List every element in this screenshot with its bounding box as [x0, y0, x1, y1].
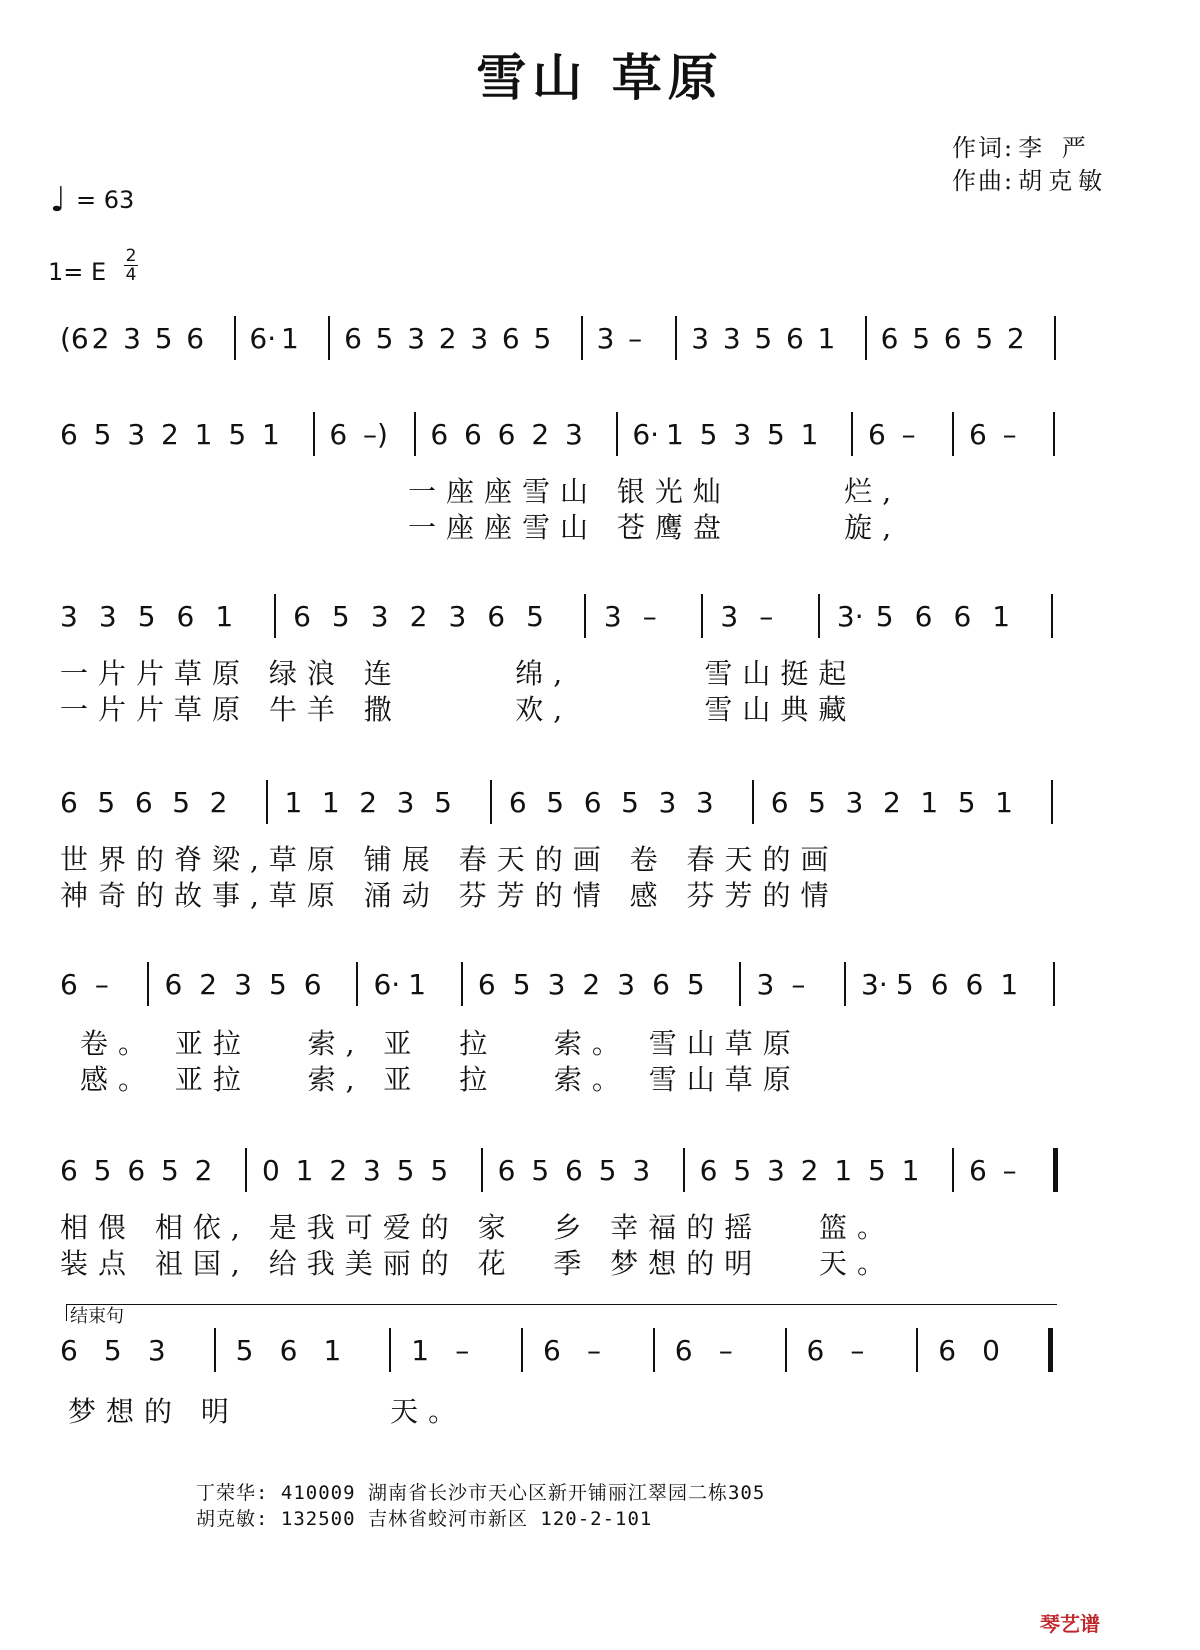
note: 3	[845, 786, 864, 819]
note: 3	[603, 600, 622, 633]
barline	[389, 1328, 391, 1372]
composer-name: 胡克敏	[1018, 167, 1109, 195]
note: 1	[411, 1334, 430, 1367]
lyricist-label: 作词:	[952, 134, 1015, 162]
barline	[1051, 780, 1053, 824]
note: 1	[1000, 968, 1019, 1001]
lyric-line-6a: 相偎 相依, 是我可爱的 家 乡 幸福的摇 篮。	[60, 1211, 896, 1244]
note: 1	[321, 786, 340, 819]
barline	[1053, 412, 1055, 456]
barline	[245, 1148, 247, 1192]
note: 5	[154, 322, 173, 355]
note: 5	[161, 1154, 179, 1187]
note: –	[586, 1334, 601, 1367]
note: 6	[477, 968, 496, 1001]
note: –	[901, 418, 916, 451]
barline	[214, 1328, 216, 1372]
note: –	[642, 600, 657, 633]
note: 3	[98, 600, 117, 633]
barline	[328, 316, 330, 360]
note: –	[850, 1334, 865, 1367]
note: 5	[546, 786, 565, 819]
note: 3	[756, 968, 775, 1001]
note: 3	[123, 322, 141, 355]
note: 0	[982, 1334, 1000, 1367]
music-row-3	[60, 600, 1140, 640]
note: 1	[262, 418, 280, 451]
note: 6	[943, 322, 962, 355]
note: 6	[60, 786, 78, 819]
note: –	[718, 1334, 733, 1367]
note: –	[455, 1334, 470, 1367]
note: 6	[965, 968, 984, 1001]
note: 3	[396, 786, 415, 819]
note: 6	[508, 786, 527, 819]
note: 5	[172, 786, 191, 819]
time-signature	[124, 248, 138, 283]
note: –)	[363, 418, 388, 451]
note: 6	[583, 786, 602, 819]
note: 6	[430, 418, 449, 451]
note: –	[1002, 418, 1017, 451]
barline	[581, 316, 583, 360]
note: 5	[598, 1154, 617, 1187]
note: 5	[957, 786, 976, 819]
note: 5	[621, 786, 639, 819]
note: 6	[868, 418, 886, 451]
note: –	[791, 968, 806, 1001]
note: 6	[293, 600, 311, 633]
lyric-line-4b: 神奇的故事,草原 涌动 芬芳的情 感 芬芳的情	[60, 879, 839, 912]
barline	[1051, 594, 1053, 638]
note: 6	[487, 600, 506, 633]
ending-label: 结束句	[70, 1306, 124, 1327]
note: 3	[596, 322, 615, 355]
note: 6	[674, 1334, 693, 1367]
note: 3	[565, 418, 583, 451]
note: 6	[565, 1154, 583, 1187]
note: 5	[430, 1154, 449, 1187]
note: –	[759, 600, 774, 633]
note: 5	[512, 968, 531, 1001]
note: 3·	[836, 600, 864, 633]
lyric-line-4a: 世界的脊梁,草原 铺展 春天的画 卷 春天的画	[60, 843, 839, 876]
barline	[865, 316, 867, 360]
barline	[739, 962, 741, 1006]
note: 5	[699, 418, 718, 451]
barline	[844, 962, 846, 1006]
note: –	[1002, 1154, 1017, 1187]
note: 5	[434, 786, 452, 819]
note: 6	[914, 600, 933, 633]
barline	[952, 1148, 954, 1192]
barline	[266, 780, 268, 824]
barline	[653, 1328, 655, 1372]
lyric-line-5a: 卷。 亚拉 索, 亚 拉 索。 雪山草原	[80, 1027, 801, 1060]
note: 6·	[373, 968, 401, 1001]
note: 3	[617, 968, 636, 1001]
note: 3	[448, 600, 467, 633]
note: 6	[164, 968, 183, 1001]
note: 5	[868, 1154, 886, 1187]
note: 5	[235, 1334, 254, 1367]
barline	[1054, 316, 1056, 360]
barline	[952, 412, 954, 456]
note: 5	[754, 322, 773, 355]
time-sig-top: 2	[125, 246, 137, 266]
note: 6	[543, 1334, 561, 1367]
note: –	[94, 968, 109, 1001]
music-row-6	[60, 1154, 1140, 1194]
note: 3	[547, 968, 566, 1001]
barline	[818, 594, 820, 638]
note: 5	[93, 1154, 112, 1187]
barline	[313, 412, 315, 456]
note: 2	[161, 418, 179, 451]
note: 6	[186, 322, 205, 355]
barline	[752, 780, 754, 824]
note: 5	[767, 418, 785, 451]
note: 2	[531, 418, 550, 451]
footer-line-1: 丁荣华: 410009 湖南省长沙市天心区新开铺丽江翠园二栋305	[196, 1482, 766, 1504]
note: 2	[582, 968, 601, 1001]
note: 2	[329, 1154, 348, 1187]
note: 5	[975, 322, 994, 355]
note: 1	[834, 1154, 853, 1187]
barline	[234, 316, 236, 360]
music-row-7	[60, 1334, 1140, 1374]
note: 3	[363, 1154, 381, 1187]
note: 5	[895, 968, 914, 1001]
note: 1	[666, 418, 684, 451]
lyric-line-7: 梦想的 明 天。	[68, 1395, 467, 1428]
music-row-2	[60, 418, 1140, 458]
note: 6	[930, 968, 949, 1001]
note: 6	[329, 418, 348, 451]
site-logo: 琴艺谱	[1040, 1612, 1100, 1636]
barline	[1053, 1148, 1058, 1192]
note: 1	[280, 322, 299, 355]
note: 3	[722, 322, 741, 355]
note: (6	[60, 322, 89, 355]
note: 2	[438, 322, 457, 355]
note: 5	[808, 786, 826, 819]
note: 5	[912, 322, 931, 355]
note: 5	[396, 1154, 415, 1187]
note: 1	[295, 1154, 314, 1187]
note: 5	[97, 786, 116, 819]
key-signature: 1= E	[48, 258, 107, 286]
note: 3	[733, 418, 752, 451]
note: 2	[800, 1154, 819, 1187]
note: 6	[652, 968, 670, 1001]
note: 5	[875, 600, 894, 633]
note: 0	[262, 1154, 280, 1187]
note: 6	[60, 1154, 78, 1187]
note: 3	[127, 418, 146, 451]
barline	[274, 594, 276, 638]
note: 1	[817, 322, 836, 355]
note: 3	[234, 968, 252, 1001]
note: 3	[147, 1334, 166, 1367]
note: 6	[127, 1154, 146, 1187]
note: 6	[60, 1334, 78, 1367]
note: 6·	[632, 418, 660, 451]
note: 6	[785, 322, 804, 355]
note: 3	[407, 322, 426, 355]
note: 6	[303, 968, 322, 1001]
barline	[616, 412, 618, 456]
barline	[785, 1328, 787, 1372]
barline	[461, 962, 463, 1006]
ending-bracket	[66, 1304, 1057, 1321]
note: 3	[370, 600, 389, 633]
note: 6	[344, 322, 362, 355]
note: 6	[953, 600, 972, 633]
tempo-value: = 63	[76, 186, 135, 214]
note: 6	[176, 600, 195, 633]
note: 3	[470, 322, 489, 355]
composer-label: 作曲:	[952, 167, 1015, 195]
note: 6	[880, 322, 899, 355]
note: 2	[199, 968, 218, 1001]
music-row-1	[60, 322, 1140, 362]
barline	[1053, 962, 1055, 1006]
note: 5	[531, 1154, 550, 1187]
note: 5	[137, 600, 156, 633]
note: 1	[800, 418, 819, 451]
music-row-4	[60, 786, 1140, 826]
note: 5	[331, 600, 350, 633]
barline	[490, 780, 492, 824]
barline	[356, 962, 358, 1006]
note: 5	[533, 322, 552, 355]
note: 5	[93, 418, 112, 451]
note: 3	[720, 600, 739, 633]
note: 5	[268, 968, 287, 1001]
note: 2	[194, 1154, 213, 1187]
note: 2	[359, 786, 378, 819]
note: 5	[375, 322, 394, 355]
note: 6	[60, 418, 78, 451]
note: 6	[938, 1334, 957, 1367]
lyric-line-2b: 一座座雪山 苍鹰盘 旋,	[408, 511, 902, 544]
note: 3·	[861, 968, 888, 1001]
tempo-marking	[50, 180, 134, 220]
barline	[701, 594, 703, 638]
note: 6	[60, 968, 78, 1001]
note: 1	[215, 600, 234, 633]
barline	[851, 412, 853, 456]
note: 2	[1006, 322, 1025, 355]
barline	[1048, 1328, 1053, 1372]
note: 1	[995, 786, 1013, 819]
lyricist-name: 李 严	[1018, 134, 1092, 162]
note: 6	[969, 1154, 987, 1187]
song-title: 雪山 草原	[476, 48, 724, 107]
barline	[414, 412, 416, 456]
credits	[952, 132, 1108, 198]
note: 6	[279, 1334, 298, 1367]
note: 5	[733, 1154, 752, 1187]
music-row-5	[60, 968, 1140, 1008]
lyric-line-3b: 一片片草原 牛羊 撒 欢, 雪山典藏	[60, 693, 857, 726]
barline	[584, 594, 586, 638]
lyric-line-5b: 感。 亚拉 索, 亚 拉 索。 雪山草原	[80, 1063, 801, 1096]
quarter-note-icon: ♩	[50, 180, 67, 220]
note: 3	[658, 786, 677, 819]
note: 2	[209, 786, 228, 819]
time-sig-bottom: 4	[125, 265, 137, 285]
note: 2	[91, 322, 110, 355]
note: 3	[632, 1154, 651, 1187]
barline	[916, 1328, 918, 1372]
note: 3	[767, 1154, 785, 1187]
note: 6	[969, 418, 987, 451]
note: 1	[992, 600, 1011, 633]
note: 2	[882, 786, 901, 819]
note: 5	[686, 968, 705, 1001]
note: 6	[770, 786, 789, 819]
note: 6	[806, 1334, 825, 1367]
lyric-line-6b: 装点 祖国, 给我美丽的 花 季 梦想的明 天。	[60, 1247, 896, 1280]
note: 1	[408, 968, 427, 1001]
note: 6	[464, 418, 482, 451]
note: 6	[134, 786, 153, 819]
barline	[675, 316, 677, 360]
barline	[521, 1328, 523, 1372]
note: 3	[695, 786, 714, 819]
note: –	[628, 322, 643, 355]
note: 6	[497, 418, 516, 451]
note: 6·	[249, 322, 277, 355]
note: 5	[103, 1334, 122, 1367]
lyric-line-2a: 一座座雪山 银光灿 烂,	[408, 475, 902, 508]
note: 6	[497, 1154, 516, 1187]
barline	[481, 1148, 483, 1192]
note: 1	[920, 786, 939, 819]
barline	[683, 1148, 685, 1192]
note: 5	[228, 418, 247, 451]
lyric-line-3a: 一片片草原 绿浪 连 绵, 雪山挺起	[60, 657, 857, 690]
note: 1	[194, 418, 213, 451]
note: 6	[699, 1154, 718, 1187]
footer-line-2: 胡克敏: 132500 吉林省蛟河市新区 120-2-101	[196, 1508, 653, 1530]
note: 1	[284, 786, 303, 819]
note: 3	[691, 322, 710, 355]
note: 5	[526, 600, 544, 633]
note: 3	[60, 600, 78, 633]
note: 6	[501, 322, 520, 355]
note: 2	[409, 600, 428, 633]
note: 1	[323, 1334, 342, 1367]
note: 1	[901, 1154, 920, 1187]
barline	[147, 962, 149, 1006]
